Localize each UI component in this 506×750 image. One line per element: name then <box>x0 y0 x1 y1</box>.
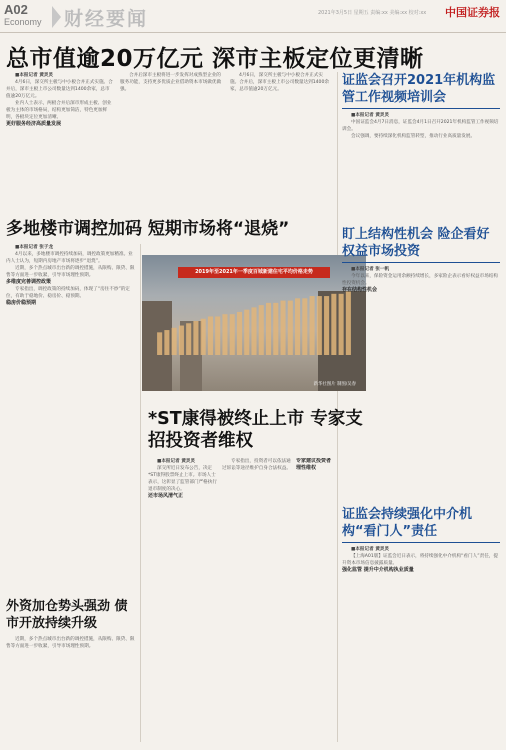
st-headline: *ST康得被终止上市 专家支招投资者维权 <box>148 409 363 451</box>
chart-bar <box>172 328 177 355</box>
article2-col1 <box>6 244 136 590</box>
chart-bar <box>164 330 169 355</box>
chart-bar <box>302 298 307 355</box>
property-headline: 多地楼市调控加码 短期市场将“退烧” <box>6 219 290 239</box>
article1-paragraph: 4月6日，深交所主板与中小板合并正式实施。合并后，深市主板上市公司数量达到1400余家，总市值逾20万亿元。 <box>230 73 329 92</box>
article3-col2 <box>222 458 292 742</box>
article1-col2 <box>120 72 224 208</box>
chart-bar <box>266 303 271 355</box>
photo-divider-space <box>142 396 366 406</box>
chart-bar <box>157 332 162 355</box>
page-header <box>0 0 506 34</box>
regulator-training-byline: ■本报记者 黄灵灵 <box>351 113 390 118</box>
right-headline-rule <box>342 542 500 543</box>
right-headline-rule <box>342 262 500 263</box>
article1-col3 <box>230 72 332 208</box>
article2-subhead: 多维度完善调控政策 <box>6 279 52 285</box>
article3-paragraph: 专家指出，投资者可以依法通过诉讼等途径维护自身合法权益。 <box>222 459 291 471</box>
gatekeeper-headline: 证监会持续强化中介机构“看门人”责任 <box>342 507 473 539</box>
regulator-training-headline: 证监会召开2021年机构监管工作视频培训会 <box>342 73 496 105</box>
chart-bar <box>201 319 206 355</box>
edition-meta: 2021年3月5日 星期五 责编:xx 美编:xx 校对:xx <box>318 10 427 16</box>
photo-caption: 新华社图片 制图/吴春 <box>313 382 356 387</box>
article1-subhead: 更好服务经济高质量发展 <box>6 121 62 127</box>
chart-bar <box>237 312 242 355</box>
chart-bar <box>273 303 278 355</box>
chart-bar <box>215 316 220 355</box>
chart-bar <box>331 294 336 355</box>
foreign-capital-headline <box>6 598 138 632</box>
chart-bar <box>186 323 191 355</box>
chart-title: 2019年至2021年一季度百城新建住宅平均价格走势 <box>178 267 330 278</box>
article1-col1 <box>6 72 114 208</box>
chart-bar <box>179 326 184 355</box>
foreign-capital-paragraph: 近期，多个热点城市出台新的调控措施，从限购、限贷、限售等方面进一步收紧，引导市场理性预期。 <box>6 637 135 649</box>
property-photo <box>142 255 366 391</box>
chart-bar <box>288 301 293 355</box>
insurer-equity-subhead: 存在结构性机会 <box>342 287 378 293</box>
section-title: 财经要闻 <box>64 8 149 30</box>
page-number: A02 <box>4 2 28 17</box>
section-name: Economy <box>4 17 42 27</box>
article3-paragraph: 深交所近日发布公告，决定*ST康得股票终止上市。市场人士表示，这彰显了监管部门严格执行退市制度的决心。 <box>148 466 217 492</box>
article3-col1 <box>148 458 218 742</box>
price-chart <box>152 283 356 359</box>
chart-bar <box>310 296 315 355</box>
chart-bar <box>244 310 249 355</box>
chart-bar <box>317 296 322 355</box>
article1-paragraph: 业内人士表示，两板合并后深市形成主板、创业板为主体的市场格局，结构更加简洁，特色更加鲜明，各板块定位更加清晰。 <box>6 101 112 120</box>
column-divider <box>140 244 141 742</box>
header-rule <box>0 32 506 33</box>
article2-paragraph: 近期，多个热点城市出台新的调控措施，从限购、限贷、限售等方面进一步收紧，引导市场理性预期。 <box>6 266 135 278</box>
article1-byline: ■本报记者 黄灵灵 <box>15 73 54 78</box>
right-headline-rule <box>342 108 500 109</box>
foreign-capital-title: 外资加仓势头强劲 债市开放持续升级 <box>6 599 128 631</box>
article2-subhead: 稳房价稳预期 <box>6 300 37 306</box>
chart-bar <box>295 298 300 355</box>
foreign-capital-body <box>6 636 136 742</box>
regulator-training-paragraph: 中国证监会4月7日消息，证监会4月1日召开2021年机构监管工作视频培训会。 <box>342 120 499 132</box>
article3-subhead: 还市场风清气正 <box>148 493 184 499</box>
article3-subhead: 专家建议投资者理性维权 <box>296 458 332 471</box>
newspaper-brand: 中国证券报 <box>445 6 500 19</box>
gatekeeper-subhead: 强化监管 提升中介机构执业质量 <box>342 567 414 573</box>
insurer-equity-headline: 盯上结构性机会 险企看好权益市场投资 <box>342 227 490 259</box>
chart-bar <box>251 307 256 355</box>
chart-bar <box>280 301 285 355</box>
regulator-training-body <box>342 112 500 224</box>
gatekeeper-byline: ■本报记者 黄灵灵 <box>351 547 390 552</box>
chart-bar <box>324 296 329 355</box>
article2-paragraph: 4月以来，多地楼市调控持续加码，调控政策更加精准。业内人士认为，短期内房地产市场将逐步“退烧”。 <box>6 252 133 264</box>
insurer-equity-body <box>342 266 500 502</box>
gatekeeper-body <box>342 546 500 742</box>
gatekeeper-paragraph: 【上海A01版】证监会近日表示，将持续强化中介机构“看门人”责任，提升资本市场信息披露质量。 <box>342 554 498 566</box>
column-divider <box>337 72 338 742</box>
article2-byline: ■本报记者 张子龙 <box>15 245 54 250</box>
regulator-training-paragraph: 会议强调，要持续深化机构监管转型，推动行业高质量发展。 <box>351 134 476 139</box>
insurer-equity-paragraph: 今年以来，保险资金运用余额持续增长，多家险企表示看好权益市场结构性投资机会。 <box>342 274 499 286</box>
chart-bar <box>193 321 198 355</box>
chart-bar <box>230 314 235 355</box>
chart-bar <box>222 314 227 355</box>
article2-paragraph: 专家指出，调控政策的持续加码，体现了“房住不炒”的定位，有助于稳地价、稳房价、稳预期。 <box>6 287 131 299</box>
chevron-decoration-icon <box>52 6 61 28</box>
chart-bar <box>259 305 264 355</box>
insurer-equity-byline: ■本报记者 张一帆 <box>351 267 390 272</box>
article1-paragraph: 4月6日，深交所主板与中小板合并正式实施。合并后，深市主板上市公司数量达到1400余家，总市值逾20万亿元。 <box>6 80 113 99</box>
chart-bar <box>208 316 213 355</box>
article1-paragraph: 合并后深市主板将进一步发挥对成熟型企业的服务功能，支持更多优质企业借助资本市场做优做强。 <box>120 73 222 92</box>
article3-col3 <box>296 458 334 742</box>
article3-byline: ■本报记者 黄灵灵 <box>157 459 196 464</box>
main-headline: 总市值逾20万亿元 深市主板定位更清晰 <box>6 46 424 72</box>
